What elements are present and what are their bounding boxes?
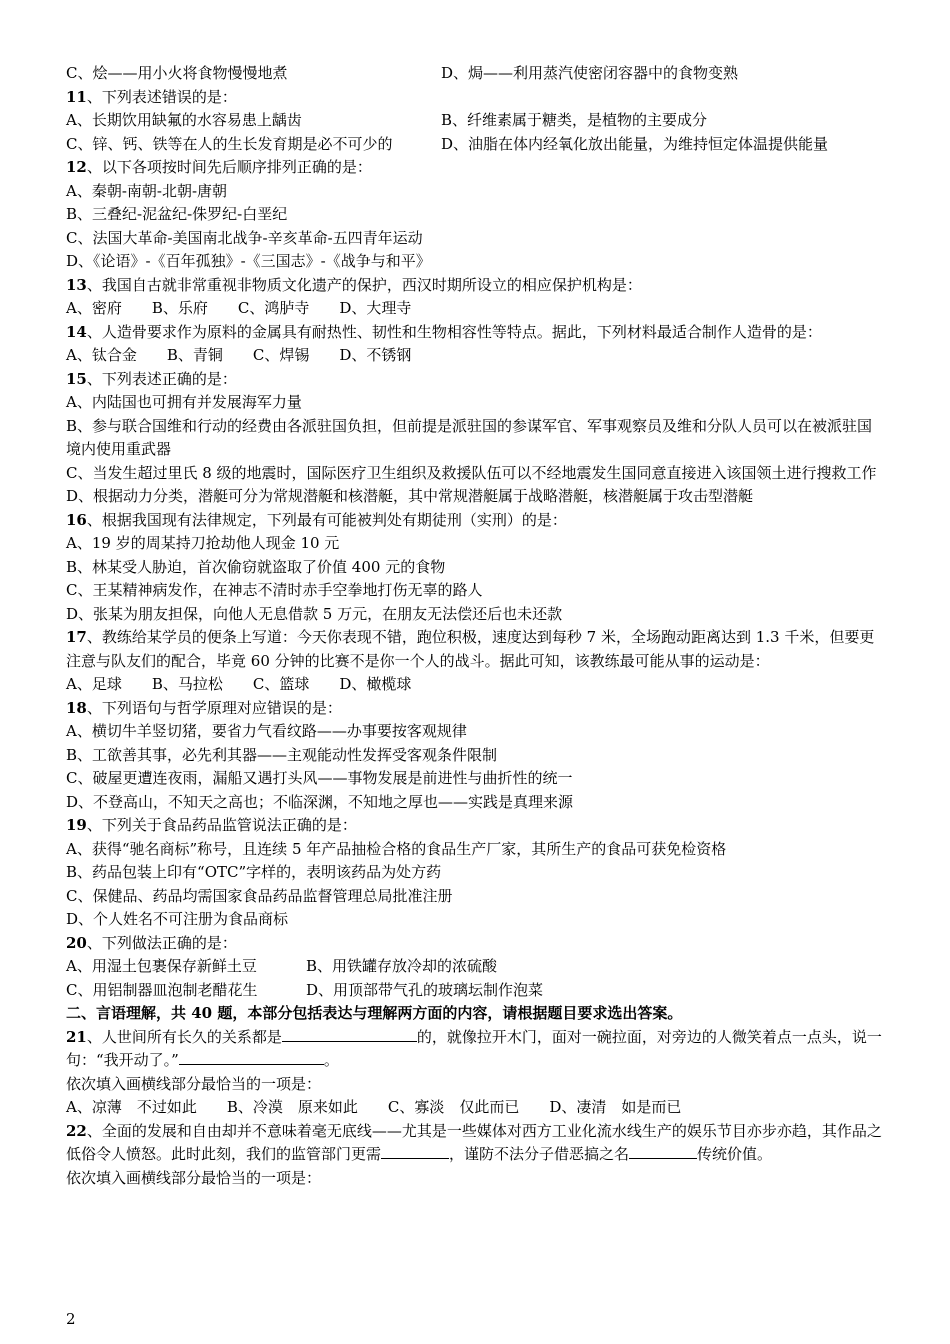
option-c: C、锌、钙、铁等在人的生长发育期是必不可少的	[66, 134, 393, 153]
fill-blank-1	[381, 1143, 449, 1159]
option-a: A、19 岁的周某持刀抢劫他人现金 10 元	[66, 534, 340, 552]
question-stem-part: 传统价值。	[697, 1145, 773, 1163]
question-stem: 、以下各项按时间先后顺序排列正确的是：	[86, 158, 372, 176]
question-options: A、密府 B、乐府 C、鸿胪寺 D、大理寺	[66, 299, 412, 317]
option-c: C、法国大革命-美国南北战争-辛亥革命-五四青年运动	[66, 228, 423, 247]
question-19	[66, 814, 886, 838]
option-c: C、保健品、药品均需国家食品药品监督管理总局批准注册	[66, 886, 453, 905]
question-stem-part: 。	[323, 1051, 339, 1069]
question-stem-part: ，谨防不法分子借恶搞之名	[449, 1145, 630, 1163]
question-number: 11	[66, 87, 87, 106]
question-number: 21	[66, 1027, 87, 1046]
option-a: A、获得“驰名商标”称号，且连续 5 年产品抽检合格的食品生产厂家，其所生产的食品可获免检资格	[66, 839, 727, 858]
option-c: C、破屋更遭连夜雨，漏船又遇打头风——事物发展是前进性与曲折性的统一	[66, 769, 573, 787]
question-17	[66, 626, 886, 673]
question-21	[66, 1026, 886, 1073]
question-options: A、凉薄 不过如此 B、冷漠 原来如此 C、寡淡 仅此而已 D、凄清 如是而已	[66, 1098, 682, 1116]
question-12	[66, 156, 886, 180]
question-stem: 、下列关于食品药品监管说法正确的是：	[86, 816, 357, 834]
question-11	[66, 86, 886, 110]
question-stem: 、下列语句与哲学原理对应错误的是：	[86, 698, 342, 717]
option-b: B、工欲善其事，必先利其器——主观能动性发挥受客观条件限制	[66, 745, 498, 764]
question-number: 17	[66, 628, 87, 646]
question-13	[66, 274, 886, 298]
question-number: 12	[66, 158, 87, 176]
question-number: 20	[66, 933, 87, 952]
question-number: 22	[66, 1121, 87, 1140]
option-a: A、内陆国也可拥有并发展海军力量	[66, 393, 302, 411]
option-c: C、当发生超过里氏 8 级的地震时，国际医疗卫生组织及救援队伍可以不经地震发生国同意直接进入该国领土进行搜救工作	[66, 463, 877, 482]
option-d: D、个人姓名不可注册为食品商标	[66, 910, 289, 928]
question-stem: 、根据我国现有法律规定，下列最有可能被判处有期徒刑（实刑）的是：	[86, 510, 567, 529]
q10-options-cd	[66, 62, 886, 86]
question-prompt: 依次填入画横线部分最恰当的一项是：	[66, 1074, 322, 1093]
question-stem: 、下列表述正确的是：	[86, 369, 237, 388]
option-d: D、张某为朋友担保，向他人无息借款 5 万元，在朋友无法偿还后也未还款	[66, 604, 563, 623]
option-c: C、王某精神病发作，在神志不清时赤手空拳地打伤无辜的路人	[66, 581, 483, 599]
question-stem-part: 、人世间所有长久的关系都是	[86, 1027, 282, 1046]
option-c: C、烩——用小火将食物慢慢地煮	[66, 64, 288, 82]
option-d: D、《论语》-《百年孤独》-《三国志》-《战争与和平》	[66, 252, 431, 270]
question-stem-part: 的，就像拉开木门，面对一碗拉面，对旁边的人微笑着点一点头，说一句：“我开动了。”	[66, 1027, 882, 1069]
question-stem: 、我国自古就非常重视非物质文化遗产的保护，西汉时期所设立的相应保护机构是：	[86, 275, 642, 294]
option-b: B、用铁罐存放冷却的浓硫酸	[306, 957, 498, 975]
option-b: B、三叠纪-泥盆纪-侏罗纪-白垩纪	[66, 205, 288, 223]
option-b: B、药品包装上印有“OTC”字样的，表明该药品为处方药	[66, 863, 442, 881]
fill-blank-2	[179, 1049, 324, 1065]
question-number: 18	[66, 698, 87, 717]
section-heading: 二、言语理解，共 40 题，本部分包括表达与理解两方面的内容，请根据题目要求选出答案。	[66, 1004, 683, 1022]
question-stem: 、下列做法正确的是：	[86, 933, 237, 952]
option-a: A、秦朝-南朝-北朝-唐朝	[66, 181, 228, 200]
question-number: 19	[66, 816, 87, 834]
question-16	[66, 509, 886, 533]
question-number: 16	[66, 510, 87, 529]
question-20	[66, 932, 886, 956]
option-c: C、用铝制器皿泡制老醋花生	[66, 980, 258, 999]
question-14	[66, 321, 886, 345]
option-d: D、油脂在体内经氧化放出能量，为维持恒定体温提供能量	[441, 134, 829, 153]
question-stem: 、教练给某学员的便条上写道：今天你表现不错，跑位积极，速度达到每秒 7 米，全场跑动距离达到 1.3 千米，但要更注意与队友们的配合，毕竟 60 分钟的比赛不是你一个人的战斗。据此可知，该教练最可能从事的运动是：	[66, 628, 875, 670]
question-prompt: 依次填入画横线部分最恰当的一项是：	[66, 1168, 322, 1187]
question-stem: 、人造骨要求作为原料的金属具有耐热性、韧性和生物相容性等特点。据此，下列材料最适合制作人造骨的是：	[86, 322, 822, 341]
fill-blank-1	[282, 1026, 417, 1042]
option-a: A、用湿土包裹保存新鲜土豆	[66, 957, 257, 975]
question-number: 15	[66, 369, 87, 388]
option-a: A、长期饮用缺氟的水容易患上龋齿	[66, 111, 302, 129]
option-a: A、横切牛羊竖切猪，要省力气看纹路——办事要按客观规律	[66, 722, 467, 740]
question-options: A、钛合金 B、青铜 C、焊锡 D、不锈钢	[66, 346, 412, 364]
option-d: D、根据动力分类，潜艇可分为常规潜艇和核潜艇，其中常规潜艇属于战略潜艇，核潜艇属于攻击型潜艇	[66, 487, 754, 505]
question-stem-part: 、全面的发展和自由却并不意味着毫无底线——尤其是一些媒体对西方工业化流水线生产的娱乐节目亦步亦趋，其作品之低俗令人愤怒。此时此刻，我们的监管部门更需	[66, 1121, 882, 1163]
option-d: D、不登高山，不知天之高也；不临深渊，不知地之厚也——实践是真理来源	[66, 792, 574, 811]
option-b: B、林某受人胁迫，首次偷窃就盗取了价值 400 元的食物	[66, 557, 446, 576]
question-15	[66, 368, 886, 392]
q20-options-ab	[66, 955, 886, 979]
question-options: A、足球 B、马拉松 C、篮球 D、橄榄球	[66, 675, 412, 693]
q11-options-cd	[66, 133, 886, 157]
option-b: B、参与联合国维和行动的经费由各派驻国负担，但前提是派驻国的参谋军官、军事观察员及维和分队人员可以在被派驻国境内使用重武器	[66, 416, 873, 458]
option-b: B、纤维素属于糖类，是植物的主要成分	[441, 111, 708, 129]
fill-blank-2	[629, 1143, 697, 1159]
q20-options-cd	[66, 979, 886, 1003]
question-18	[66, 697, 886, 721]
question-number: 14	[66, 322, 87, 341]
document-body	[66, 62, 886, 1190]
question-22	[66, 1120, 886, 1167]
q11-options-ab	[66, 109, 886, 133]
option-d: D、用顶部带气孔的玻璃坛制作泡菜	[306, 980, 544, 999]
question-stem: 、下列表述错误的是：	[86, 87, 237, 106]
page-number: 2	[66, 1310, 76, 1328]
question-number: 13	[66, 275, 87, 294]
option-d: D、焗——利用蒸汽使密闭容器中的食物变熟	[441, 64, 739, 82]
